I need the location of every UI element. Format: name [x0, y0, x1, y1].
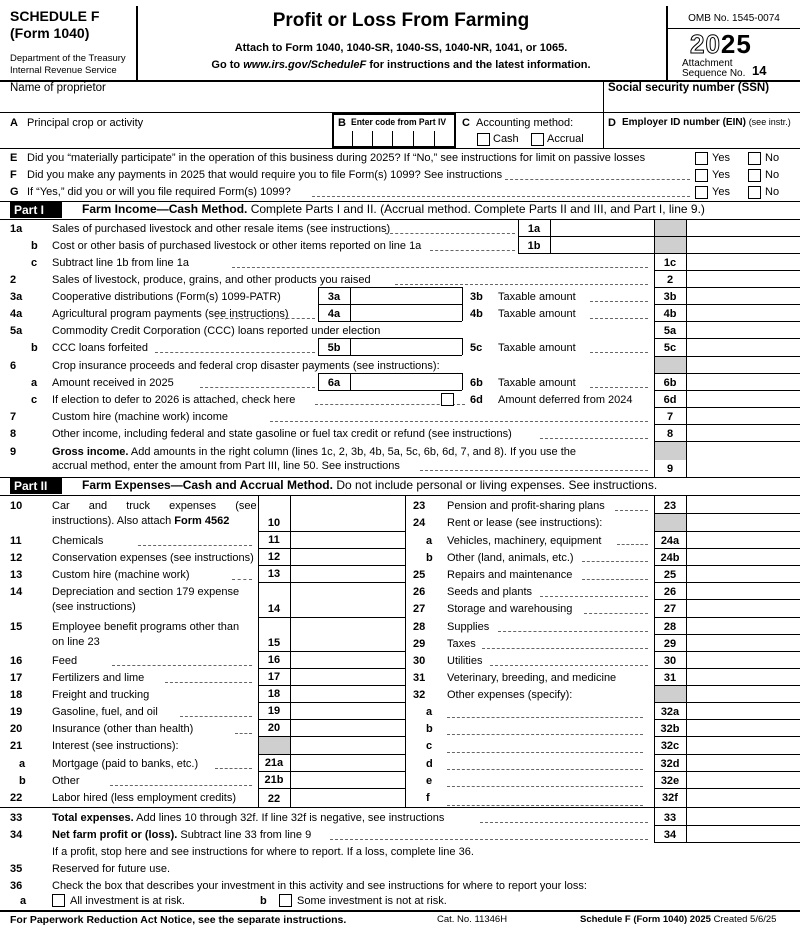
line-1c-amount[interactable]: [687, 254, 800, 271]
expense-26-label: Seeds and plants: [447, 586, 533, 598]
expense-21a-label: Mortgage (paid to banks, etc.): [52, 758, 199, 770]
part1-mid-6d-label: Amount deferred from 2024: [498, 394, 633, 406]
tax-year: 2025: [690, 29, 752, 59]
irs-label: Internal Revenue Service: [10, 65, 117, 76]
line-6b-amount[interactable]: [687, 374, 800, 391]
attach-instruction: Attach to Form 1040, 1040-SR, 1040-SS, 1040-NR, 1041, or 1065.: [234, 42, 568, 54]
expense-12-amount[interactable]: [291, 549, 405, 565]
part-2-tag: Part II: [10, 478, 62, 494]
expense-16-amount[interactable]: [291, 652, 405, 668]
expense-27-amount[interactable]: [687, 600, 800, 617]
all-at-risk-label: All investment is at risk.: [70, 895, 185, 907]
sequence-number: 14: [752, 63, 767, 78]
cash-checkbox[interactable]: [477, 133, 490, 146]
other-expense-b-description[interactable]: [447, 720, 643, 735]
form-title: SCHEDULE F: [10, 8, 100, 24]
expense-32f-amount[interactable]: [687, 789, 800, 807]
expense-21b-label: Other: [52, 775, 80, 787]
line-33-amount[interactable]: [687, 809, 800, 825]
part1-line-10-text: If election to defer to 2026 is attached, check here: [52, 394, 296, 406]
part-iv-code-label: Enter code from Part IV: [351, 117, 447, 127]
expense-10-label: Car and truck expenses (see: [52, 500, 257, 512]
other-expense-f-description[interactable]: [447, 789, 643, 806]
schedule-f-form: SCHEDULE F (Form 1040) Department of the Treasury Internal Revenue Service Profit or Loss From Farming Attach to Form 1040, 1040-SR, 1040-SS, 1040-NR, 1041, or 1065. Go to www.irs.gov/ScheduleF for instructions and the latest information. OMB No. 1545-0074 2025 Attachment Sequence No. 14 Name of proprietor Social security number (SSN) A Principal crop or activity B Enter code from Part IV C Accounting method: Cash Accrual D Employer ID number (EIN) (see instr.) Part I Farm Income—Cash Method. Complete Parts I and II. (Accrual method. Complete Parts II and III, and Part I, line 9.) Part II Farm Expenses—Cash and Accrual Method. Do not include personal or living expenses. See instructions. a All investment is at risk. b Some investment is not at risk. For Paperwork Reduction Act Notice, see the separate instructions. Cat. No. 11346H Schedule F (Form 1040) 2025 Created 5/6/25 E Did you “materially participate” in the operation of this business during 2025? If “No,” see instructions for limit on passive losses Yes No F Did you make any payments in 2025 that would require you to file Form(s) 1099? See instructions Yes No G If “Yes,” did you or will you file required Form(s) 1099? Yes No 1a Sales of purchased livestock and other resale items (see instructions) b Cost or other basis of purchased livestock or other items reported on line 1a c Subtract line 1b from line 1a 2 Sales of livestock, produce, grains, and other products you raised 3a Cooperative distributions (Form(s) 1099-PATR) 4a Agricultural program payments (see instructions) 5a Commodity Credit Corporation (CCC) loans reported under election b CCC loans forfeited 6 Crop insurance proceeds and federal crop disaster payments (see instructions): a Amount received in 2025 c If election to defer to 2026 is attached, check here 7 Custom hire (machine work) income 8 Other income, including federal and state gasoline or fuel tax credit or refund (see instructions) 9 Gross income. Add amounts in the right column (lines 1c, 2, 3b, 4b, 5a, 5c, 6b, 6d, 7, and 8). If you use the accrual method, enter the amount from Part III, line 50. See instructions 1a 1b 3a 4a 5b 6a 3b Taxable amount 4b Taxable amount 5c Taxable amount 6b Taxable amount 6d Amount deferred from 2024 1c 2 3b 4b 5a 5c 6b 6d 7 8 9 10 Car and truck expenses (see instructions). Also attach Form 4562 10 11 Chemicals 11 12 Conservation expenses (see instructions) 12 13 Custom hire (machine work) 13 14 Depreciation and section 179 expense (see instructions) 14 15 Employee benefit programs other than on line 23 15 16 Feed 16 17 Fertilizers and lime 17 18 Freight and trucking 18 19 Gasoline, fuel, and oil 19 20 Insurance (other than health) 20 21 Interest (see instructions): a Mortgage (paid to banks, etc.) 21a b Other 21b 22 Labor hired (less employment credits) 22 23 Pension and profit-sharing plans 23 24 Rent or lease (see instructions): a Vehicles, machinery, equipment 24a b Other (land, animals, etc.) 24b 25 Repairs and maintenance 25 26 Seeds and plants 26 27 Storage and warehousing 27 28 Supplies 28 29 Taxes 29 30 Utilities 30 31 Veterinary, breeding, and medicine 31 32 Other expenses (specify): a 32a b 32b c 32c d 32d e 32e f 32f 33 Total expenses. Add lines 10 through 32f. If line 32f is negative, see instructions 33 34 Net farm profit or (loss). Subtract line 33 from line 9 34 If a profit, stop here and see instructions for where to report. If a loss, complete line 36. 35 Reserved for future use. 36 Check the box that describes your investment in this activity and see instructions for where to report your loss:: [0, 0, 800, 937]
question-f-text: Did you make any payments in 2025 that would require you to file Form(s) 1099? See instructions: [27, 169, 503, 181]
other-expense-a-description[interactable]: [447, 703, 643, 718]
expense-18-label: Freight and trucking: [52, 689, 150, 701]
expense-31-label: Veterinary, breeding, and medicine: [447, 672, 617, 684]
expense-13-label: Custom hire (machine work): [52, 569, 190, 581]
part-1-title: Farm Income—Cash Method. Complete Parts I and II. (Accrual method. Complete Parts II and III, and Part I, line 9.): [82, 202, 705, 216]
part1-mid-6b-label: Taxable amount: [498, 377, 576, 389]
expense-31-amount[interactable]: [687, 669, 800, 685]
line-4a-amount[interactable]: [351, 305, 461, 321]
bottom-line-35-text: Reserved for future use.: [52, 863, 171, 875]
line-2-amount[interactable]: [687, 271, 800, 288]
expense-17-amount[interactable]: [291, 669, 405, 685]
line-5c-amount[interactable]: [687, 339, 800, 356]
part1-line-7-text: CCC loans forfeited: [52, 342, 148, 354]
part1-line-2-text: Subtract line 1b from line 1a: [52, 257, 189, 269]
part1-mid-3b-label: Taxable amount: [498, 291, 576, 303]
question-f-yes-checkbox[interactable]: [695, 169, 708, 182]
expense-25-label: Repairs and maintenance: [447, 569, 573, 581]
other-expense-c-description[interactable]: [447, 737, 643, 753]
part-2-title: Farm Expenses—Cash and Accrual Method. Do not include personal or living expenses. See instructions.: [82, 478, 658, 492]
expense-29-amount[interactable]: [687, 635, 800, 651]
line-6a-amount[interactable]: [351, 374, 461, 390]
expense-22-label: Labor hired (less employment credits): [52, 792, 237, 804]
expense-32-label: Other expenses (specify):: [447, 689, 573, 701]
some-not-at-risk-checkbox[interactable]: [279, 894, 292, 907]
part1-line-3-text: Sales of livestock, produce, grains, and other products you raised: [52, 274, 371, 286]
question-f-no-checkbox[interactable]: [748, 169, 761, 182]
bottom-line-33-text: Total expenses. Add lines 10 through 32f. If line 32f is negative, see instructions: [52, 812, 445, 824]
expense-32b-amount[interactable]: [687, 720, 800, 736]
bottom-line-34-text: Net farm profit or (loss). Subtract line 33 from line 9: [52, 829, 312, 841]
expense-32a-amount[interactable]: [687, 703, 800, 719]
expense-30-amount[interactable]: [687, 652, 800, 668]
expense-21-label: Interest (see instructions):: [52, 740, 179, 752]
expense-24a-amount[interactable]: [687, 532, 800, 548]
expense-32c-amount[interactable]: [687, 737, 800, 754]
dept-treasury: Department of the Treasury: [10, 53, 126, 64]
line-6d-amount[interactable]: [687, 391, 800, 408]
expense-23-label: Pension and profit-sharing plans: [447, 500, 605, 512]
line-34-amount[interactable]: [687, 826, 800, 842]
all-at-risk-checkbox[interactable]: [52, 894, 65, 907]
sequence-label: Sequence No.: [682, 68, 746, 79]
expense-24b-amount[interactable]: [687, 549, 800, 565]
expense-28-label: Supplies: [447, 621, 490, 633]
line-5b-amount[interactable]: [351, 339, 461, 355]
expense-11-label: Chemicals: [52, 535, 104, 547]
part1-line-9-text: Amount received in 2025: [52, 377, 174, 389]
expense-24b-label: Other (land, animals, etc.): [447, 552, 574, 564]
expense-20-amount[interactable]: [291, 720, 405, 736]
question-e-text: Did you “materially participate” in the operation of this business during 2025? If “No,” see instructions for limit on passive losses: [27, 152, 646, 164]
expense-25-amount[interactable]: [687, 566, 800, 582]
part-1-tag: Part I: [10, 202, 62, 218]
expense-17-label: Fertilizers and lime: [52, 672, 145, 684]
expense-32e-amount[interactable]: [687, 772, 800, 788]
question-g-text: If “Yes,” did you or will you file required Form(s) 1099?: [27, 186, 291, 198]
line-3a-amount[interactable]: [351, 288, 461, 304]
line-8-amount[interactable]: [687, 425, 800, 442]
expense-20-label: Insurance (other than health): [52, 723, 194, 735]
form-main-title: Profit or Loss From Farming: [272, 10, 530, 31]
expense-26-amount[interactable]: [687, 583, 800, 599]
part1-line-0-text: Sales of purchased livestock and other resale items (see instructions): [52, 223, 391, 235]
accounting-method-label: Accounting method:: [476, 117, 574, 129]
line-3b-amount[interactable]: [687, 288, 800, 305]
expense-13-amount[interactable]: [291, 566, 405, 582]
catalog-number: Cat. No. 11346H: [437, 914, 508, 925]
defer-election-checkbox[interactable]: [441, 393, 454, 406]
expense-24a-label: Vehicles, machinery, equipment: [447, 535, 602, 547]
expense-14-label: Depreciation and section 179 expense: [52, 586, 240, 598]
line-9-text: Gross income. Add amounts in the right column (lines 1c, 2, 3b, 4b, 5a, 5c, 6b, 6d, 7, and 8). If you use the: [52, 446, 577, 458]
part1-line-5-text: Agricultural program payments (see instructions): [52, 308, 289, 320]
expense-12-label: Conservation expenses (see instructions): [52, 552, 254, 564]
line-5a-amount[interactable]: [687, 322, 800, 339]
part1-line-8-text: Crop insurance proceeds and federal crop disaster payments (see instructions):: [52, 360, 440, 372]
expense-28-amount[interactable]: [687, 618, 800, 634]
expense-32d-amount[interactable]: [687, 755, 800, 771]
expense-15-amount[interactable]: [291, 618, 405, 651]
part1-line-4-text: Cooperative distributions (Form(s) 1099-PATR): [52, 291, 281, 303]
expense-21a-amount[interactable]: [291, 755, 405, 771]
expense-24-label: Rent or lease (see instructions):: [447, 517, 603, 529]
expense-29-label: Taxes: [447, 638, 476, 650]
accrual-checkbox[interactable]: [531, 133, 544, 146]
part1-mid-4b-label: Taxable amount: [498, 308, 576, 320]
question-g-yes-checkbox[interactable]: [695, 186, 708, 199]
expense-22-amount[interactable]: [291, 789, 405, 807]
bottom-line-note-text: If a profit, stop here and see instructions for where to report. If a loss, complete line 36.: [52, 846, 474, 858]
paperwork-notice: For Paperwork Reduction Act Notice, see the separate instructions.: [10, 914, 347, 926]
expense-14-amount[interactable]: [291, 583, 405, 617]
question-e-no-checkbox[interactable]: [748, 152, 761, 165]
part1-line-12-text: Other income, including federal and state gasoline or fuel tax credit or refund (see instructions): [52, 428, 512, 440]
part1-line-6-text: Commodity Credit Corporation (CCC) loans reported under election: [52, 325, 381, 337]
form-number: (Form 1040): [10, 25, 90, 41]
question-g-no-checkbox[interactable]: [748, 186, 761, 199]
line-1b-amount[interactable]: [551, 237, 654, 253]
part1-line-1-text: Cost or other basis of purchased livestock or other items reported on line 1a: [52, 240, 422, 252]
some-not-at-risk-label: Some investment is not at risk.: [297, 895, 447, 907]
expense-30-label: Utilities: [447, 655, 483, 667]
other-expense-d-description[interactable]: [447, 755, 643, 770]
line-1a-amount[interactable]: [551, 220, 654, 236]
expense-15-label: Employee benefit programs other than: [52, 621, 240, 633]
expense-21b-amount[interactable]: [291, 772, 405, 788]
part1-line-11-text: Custom hire (machine work) income: [52, 411, 229, 423]
omb-number: OMB No. 1545-0074: [688, 13, 780, 24]
expense-18-amount[interactable]: [291, 686, 405, 702]
other-expense-e-description[interactable]: [447, 772, 643, 787]
line-9-amount[interactable]: [687, 460, 800, 477]
goto-instruction: Go to www.irs.gov/ScheduleF for instructions and the latest information.: [211, 59, 591, 71]
expense-19-label: Gasoline, fuel, and oil: [52, 706, 158, 718]
ssn-label: Social security number (SSN): [608, 82, 770, 94]
expense-11-amount[interactable]: [291, 532, 405, 548]
line-7-amount[interactable]: [687, 408, 800, 425]
attachment-label: Attachment: [682, 58, 733, 69]
principal-crop-label: Principal crop or activity: [27, 117, 144, 129]
expense-19-amount[interactable]: [291, 703, 405, 719]
expense-23-amount[interactable]: [687, 497, 800, 513]
proprietor-name-label: Name of proprietor: [10, 82, 106, 94]
ein-label: Employer ID number (EIN) (see instr.): [622, 117, 791, 128]
bottom-line-36-text: Check the box that describes your investment in this activity and see instructions for where to report your loss:: [52, 880, 587, 892]
footer-form-id: Schedule F (Form 1040) 2025 Created 5/6/25: [580, 914, 777, 925]
expense-16-label: Feed: [52, 655, 78, 667]
expense-10-amount[interactable]: [291, 497, 405, 531]
part1-mid-5c-label: Taxable amount: [498, 342, 576, 354]
expense-27-label: Storage and warehousing: [447, 603, 573, 615]
question-e-yes-checkbox[interactable]: [695, 152, 708, 165]
line-4b-amount[interactable]: [687, 305, 800, 322]
